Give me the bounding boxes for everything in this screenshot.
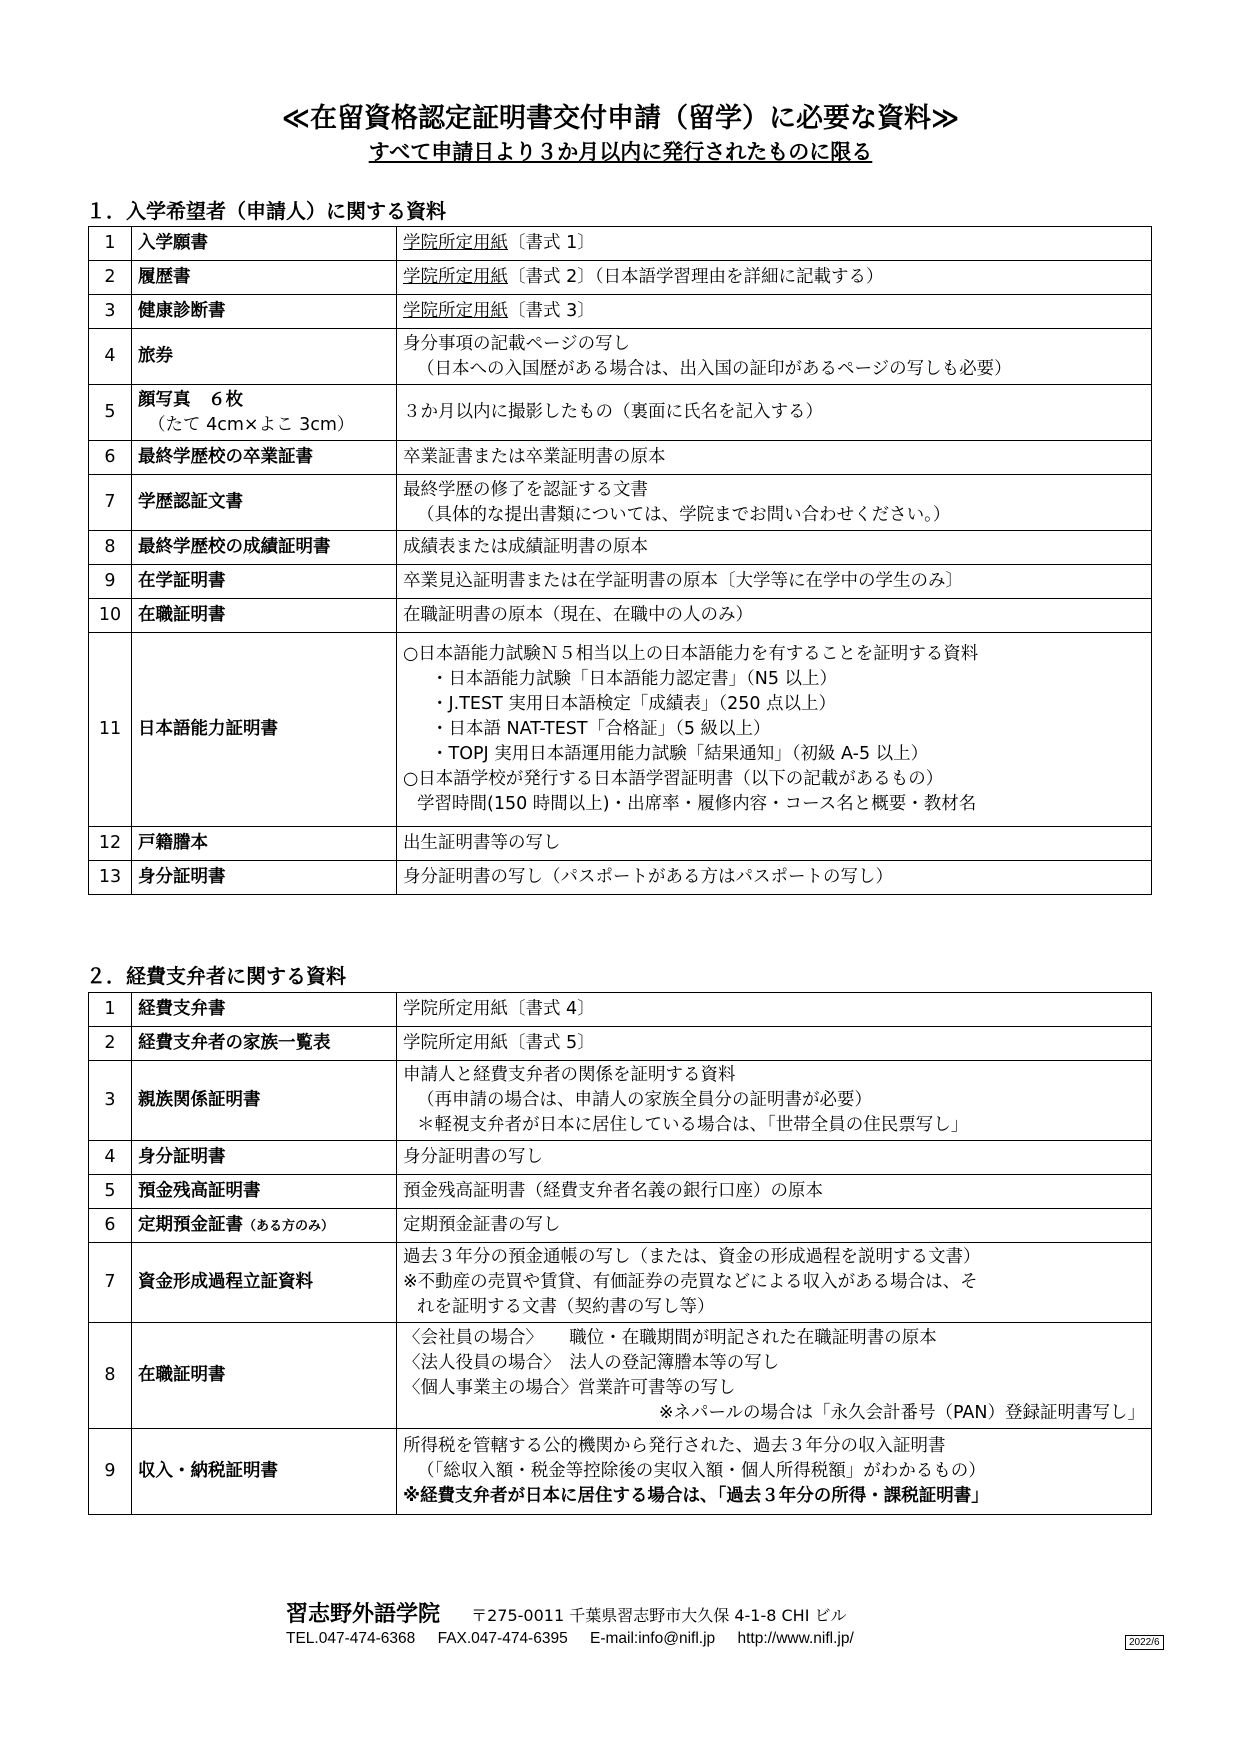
table-row: 7 資金形成過程立証資料 過去３年分の預金通帳の写し（または、資金の形成過程を説明する文書） ※不動産の売買や賃貸、有価証券の売買などによる収入がある場合は、そ れを証明する文書（契約書の写し等） [89, 1243, 1152, 1323]
table-row: 2 履歴書 学院所定用紙〔書式 2〕（日本語学習理由を詳細に記載する） [89, 261, 1152, 295]
table-row: 9 在学証明書 卒業見込証明書または在学証明書の原本〔大学等に在学中の学生のみ〕 [89, 565, 1152, 599]
table-row: 4 身分証明書 身分証明書の写し [89, 1141, 1152, 1175]
table-row: 2 経費支弁者の家族一覧表 学院所定用紙〔書式 5〕 [89, 1027, 1152, 1061]
website-link[interactable]: http://www.nifl.jp/ [737, 1630, 854, 1647]
table-row: 13 身分証明書 身分証明書の写し（パスポートがある方はパスポートの写し） [89, 861, 1152, 895]
table-row: 6 定期預金証書（ある方のみ） 定期預金証書の写し [89, 1209, 1152, 1243]
table-row: 9 収入・納税証明書 所得税を管轄する公的機関から発行された、過去３年分の収入証明書 （「総収入額・税金等控除後の実収入額・個人所得税額」がわかるもの） ※経費支弁者が日本に居住する場合は、「過去３年分の所得・課税証明書」 [89, 1429, 1152, 1515]
page-title: ≪在留資格認定証明書交付申請（留学）に必要な資料≫ [281, 103, 960, 134]
table-row: 3 親族関係証明書 申請人と経費支弁者の関係を証明する資料 （再申請の場合は、申請人の家族全員分の証明書が必要） ＊軽視支弁者が日本に居住している場合は、「世帯全員の住民票写し」 [89, 1061, 1152, 1141]
tel: TEL.047-474-6368 [286, 1630, 416, 1647]
fax: FAX.047-474-6395 [437, 1630, 568, 1647]
table-row: 11 日本語能力証明書 ○日本語能力試験Ｎ５相当以上の日本語能力を有することを証明する資料 ・日本語能力試験「日本語能力認定書」（N5 以上） ・J.TEST 実用日本語検定「成績表」（250 点以上） ・日本語 NAT-TEST「合格証」（5 級以上） ・TOPJ 実用日本語運用能力試験「結果通知」（初級 A-5 以上） ○日本語学校が発行する日本語学習証明書（以下の記載があるもの） 学習時間(150 時間以上)・出席率・履修内容・コース名と概要・教材名 [89, 633, 1152, 827]
email: E-mail:info@nifl.jp [590, 1630, 716, 1647]
sponsor-documents-table [88, 992, 1152, 1515]
section1-heading: １．入学希望者（申請人）に関する資料 [86, 199, 446, 223]
table-row: 7 学歴認証文書 最終学歴の修了を認証する文書 （具体的な提出書類については、学院までお問い合わせください。） [89, 475, 1152, 531]
table-row: 8 在職証明書 〈会社員の場合〉 職位・在職期間が明記された在職証明書の原本 〈法人役員の場合〉 法人の登記簿謄本等の写し 〈個人事業主の場合〉営業許可書等の写し ※ネパールの場合は「永久会計番号（PAN）登録証明書写し」 [89, 1323, 1152, 1429]
table-row: 5 預金残高証明書 預金残高証明書（経費支弁者名義の銀行口座）の原本 [89, 1175, 1152, 1209]
table-row: 1 経費支弁書 学院所定用紙〔書式 4〕 [89, 993, 1152, 1027]
table-row: 3 健康診断書 学院所定用紙〔書式 3〕 [89, 295, 1152, 329]
table-row: 6 最終学歴校の卒業証書 卒業証書または卒業証明書の原本 [89, 441, 1152, 475]
table-row: 5 顔写真 ６枚 （たて 4cm×よこ 3cm） ３か月以内に撮影したもの（裏面に氏名を記入する） [89, 385, 1152, 441]
table-row: 4 旅券 身分事項の記載ページの写し （日本への入国歴がある場合は、出入国の証印があるページの写しも必要） [89, 329, 1152, 385]
footer-contact-line [286, 1630, 872, 1648]
page-subtitle: すべて申請日より３か月以内に発行されたものに限る [368, 140, 873, 164]
footer-org-line [286, 1597, 847, 1628]
applicant-documents-table [88, 226, 1152, 895]
table-row: 1 入学願書 学院所定用紙〔書式 1〕 [89, 227, 1152, 261]
table-row: 12 戸籍謄本 出生証明書等の写し [89, 827, 1152, 861]
table-row: 10 在職証明書 在職証明書の原本（現在、在職中の人のみ） [89, 599, 1152, 633]
section2-heading: ２．経費支弁者に関する資料 [86, 964, 346, 988]
version-badge: 2022/6 [1125, 1635, 1164, 1650]
org-address: 〒275-0011 千葉県習志野市大久保 4-1-8 CHI ビル [471, 1606, 847, 1625]
org-name: 習志野外語学院 [286, 1602, 441, 1627]
table-row: 8 最終学歴校の成績証明書 成績表または成績証明書の原本 [89, 531, 1152, 565]
